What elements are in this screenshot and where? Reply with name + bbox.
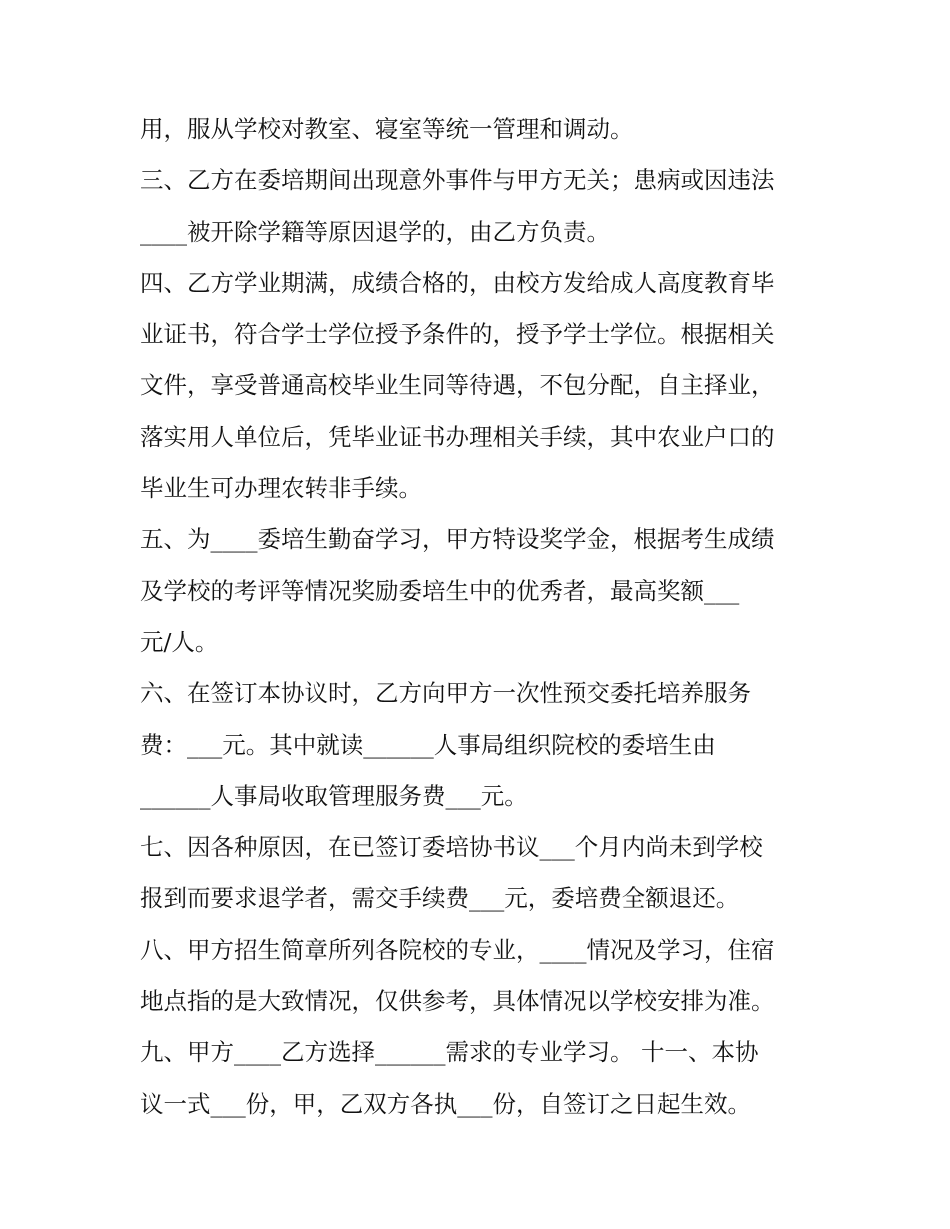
text-line: 报到而要求退学者，需交手续费___元，委培费全额退还。 [140, 884, 740, 913]
text-line: 业证书，符合学士学位授予条件的，授予学士学位。根据相关 [140, 320, 775, 349]
text-line: ______人事局收取管理服务费___元。 [140, 781, 528, 810]
text-line: 用，服从学校对教室、寝室等统一管理和调动。 [140, 115, 634, 143]
text-line: 地点指的是大致情况，仅供参考，具体情况以学校安排为准。 [140, 987, 775, 1016]
text-line: 文件，享受普通高校毕业生同等待遇，不包分配，自主择业， [140, 371, 775, 400]
text-line: 议一式___份，甲，乙双方各执___份，自签订之日起生效。 [140, 1089, 751, 1118]
text-line: 元/人。 [140, 627, 219, 656]
agreement-body-text [140, 104, 820, 1130]
text-line: 落实用人单位后，凭毕业证书办理相关手续，其中农业户口的 [140, 422, 775, 451]
text-line: 五、为____委培生勤奋学习，甲方特设奖学金，根据考生成绩 [140, 525, 775, 554]
text-line: 毕业生可办理农转非手续。 [140, 474, 422, 503]
text-line: 四、乙方学业期满，成绩合格的，由校方发给成人高度教育毕 [140, 268, 775, 297]
text-line: 费：___元。其中就读______人事局组织院校的委培生由 [140, 730, 716, 759]
text-line: 九、甲方____乙方选择______需求的专业学习。 十一、本协 [140, 1038, 759, 1067]
text-line: 七、因各种原因，在已签订委培协书议___个月内尚未到学校 [140, 833, 763, 862]
text-line: ____被开除学籍等原因退学的，由乙方负责。 [140, 217, 610, 246]
text-line: 及学校的考评等情况奖励委培生中的优秀者，最高奖额___ [140, 576, 740, 605]
text-line: 六、在签订本协议时，乙方向甲方一次性预交委托培养服务 [140, 679, 751, 708]
text-line: 三、乙方在委培期间出现意外事件与甲方无关；患病或因违法 [140, 166, 775, 195]
text-line: 八、甲方招生简章所列各院校的专业，____情况及学习，住宿 [140, 935, 775, 964]
